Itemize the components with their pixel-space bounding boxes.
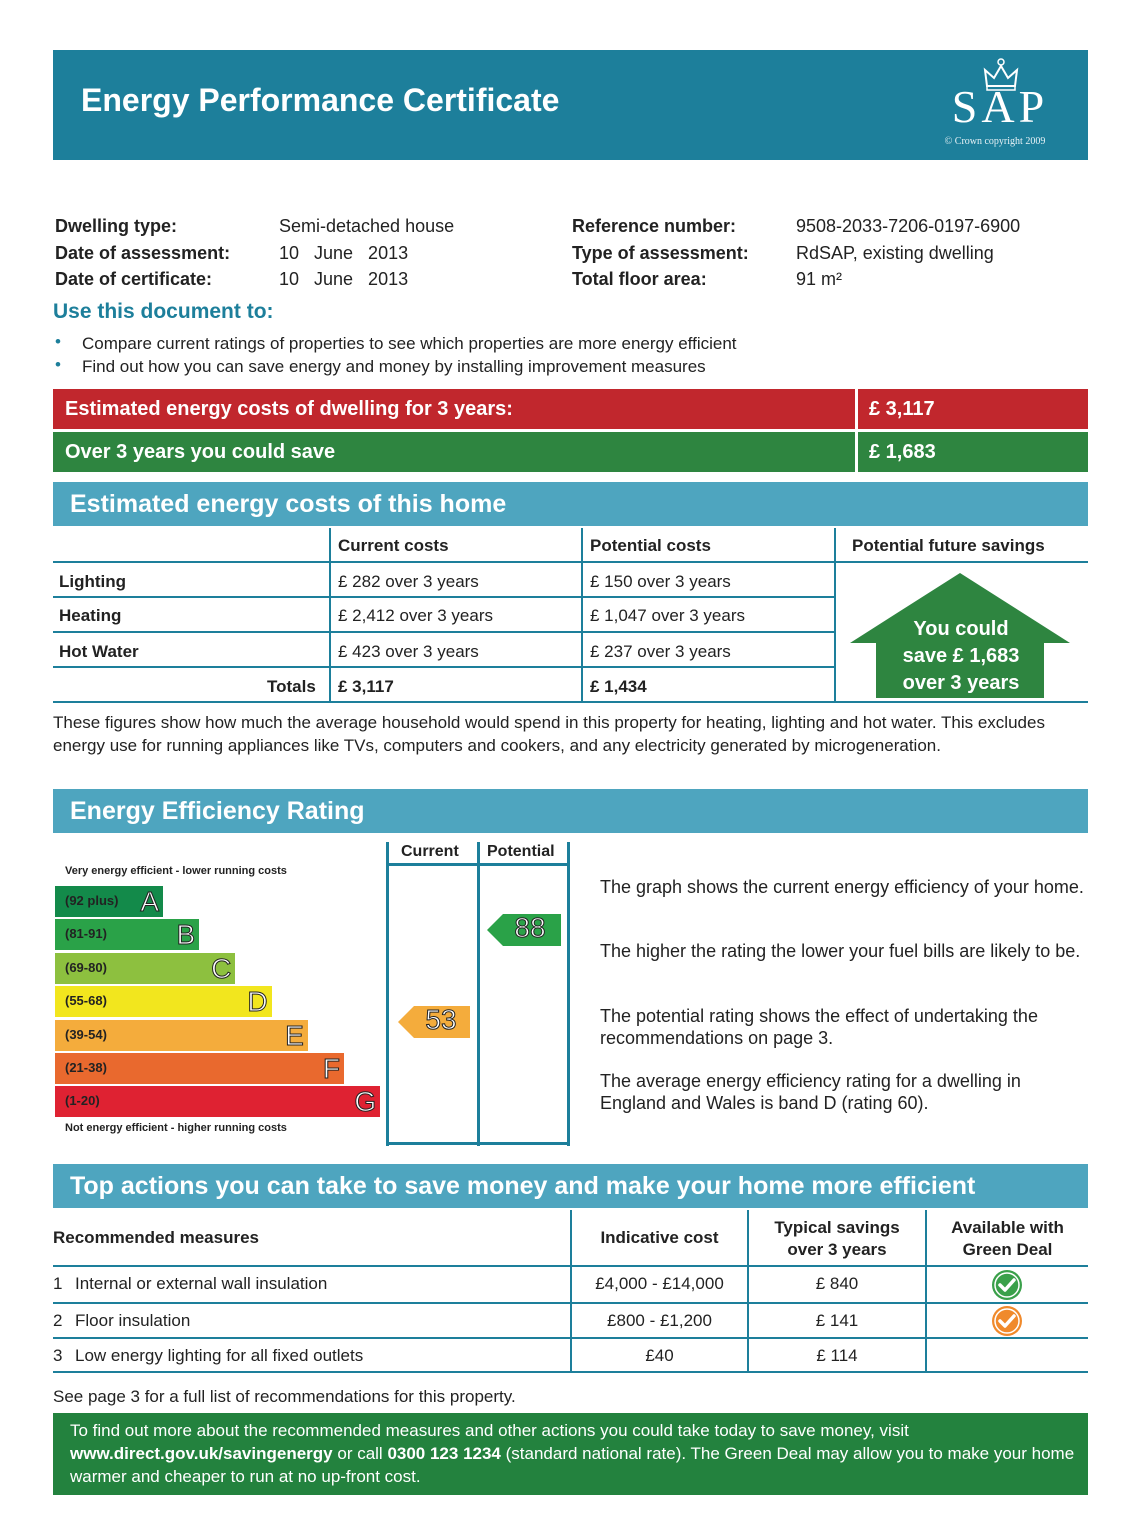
table-rule bbox=[53, 596, 835, 598]
band-range: (81-91) bbox=[65, 926, 107, 942]
current-rating-value: 53 bbox=[425, 1004, 457, 1035]
rating-text-1: The graph shows the current energy efficiency of your home. bbox=[600, 877, 1084, 897]
date-assessment-label: Date of assessment: bbox=[55, 243, 231, 263]
chart-rule bbox=[477, 842, 480, 1146]
band-letter: E bbox=[285, 1019, 304, 1051]
band-range: (92 plus) bbox=[65, 893, 119, 908]
current-costs-header: Current costs bbox=[338, 536, 449, 555]
floor-area-label: Total floor area: bbox=[572, 269, 707, 289]
action-measure-1: Internal or external wall insulation bbox=[75, 1274, 328, 1293]
sap-logo bbox=[925, 56, 1075, 152]
costs-section-header bbox=[53, 482, 1088, 526]
action-cost-3: £40 bbox=[645, 1346, 674, 1365]
divider bbox=[855, 389, 858, 429]
rating-band-f bbox=[55, 1053, 344, 1084]
band-letter: C bbox=[211, 952, 232, 984]
band-letter: B bbox=[176, 919, 196, 951]
savings-header bbox=[749, 1217, 925, 1261]
band-range: (1-20) bbox=[65, 1093, 100, 1109]
rating-section-header bbox=[53, 789, 1088, 833]
potential-rating-value: 88 bbox=[514, 912, 546, 943]
row-label-heating: Heating bbox=[59, 606, 122, 625]
savings-header-line-1: Typical savings bbox=[774, 1218, 900, 1237]
totals-current: £ 3,117 bbox=[338, 677, 394, 696]
action-savings-3: £ 114 bbox=[816, 1346, 858, 1365]
use-document-title: Use this document to: bbox=[53, 300, 274, 323]
savings-message bbox=[876, 616, 1046, 697]
bullet-icon: • bbox=[55, 332, 61, 351]
use-bullet-2: Find out how you can save energy and money by installing improvement measures bbox=[82, 357, 706, 376]
chart-rule bbox=[567, 842, 570, 1146]
footer-banner bbox=[53, 1413, 1088, 1495]
table-rule bbox=[53, 701, 1088, 703]
table-rule bbox=[53, 561, 1088, 563]
sap-logo-text: SAP bbox=[951, 81, 1049, 132]
savings-line-2: save £ 1,683 bbox=[902, 645, 1020, 667]
rating-section-title: Energy Efficiency Rating bbox=[70, 797, 365, 825]
rating-band-c bbox=[55, 953, 235, 984]
heating-current: £ 2,412 over 3 years bbox=[338, 606, 493, 625]
future-savings-header: Potential future savings bbox=[852, 536, 1045, 555]
floor-area-value: 91 m² bbox=[796, 269, 843, 289]
reference-value: 9508-2033-7206-0197-6900 bbox=[796, 216, 1021, 236]
current-column-header: Current bbox=[401, 843, 459, 860]
chart-rule bbox=[386, 1142, 570, 1145]
table-rule bbox=[329, 528, 331, 703]
band-letter: F bbox=[322, 1053, 340, 1084]
savings-header-line-2: over 3 years bbox=[787, 1240, 887, 1259]
band-letter: G bbox=[354, 1086, 377, 1118]
hot-water-current: £ 423 over 3 years bbox=[338, 642, 479, 661]
totals-potential: £ 1,434 bbox=[590, 677, 647, 696]
rating-band-g bbox=[55, 1086, 380, 1117]
rating-band-d bbox=[55, 986, 272, 1017]
band-range: (69-80) bbox=[65, 959, 107, 975]
footer-text bbox=[70, 1419, 1080, 1488]
totals-label: Totals bbox=[267, 677, 316, 696]
table-rule bbox=[53, 631, 835, 633]
green-deal-header-line-1: Available with bbox=[951, 1218, 1064, 1237]
date-certificate-value: 10 June 2013 bbox=[279, 269, 409, 289]
band-letter: A bbox=[140, 886, 159, 917]
lighting-current: £ 282 over 3 years bbox=[338, 572, 479, 591]
see-page-note: See page 3 for a full list of recommendations for this property. bbox=[53, 1387, 516, 1406]
save-label: Over 3 years you could save bbox=[65, 441, 336, 463]
action-savings-2: £ 141 bbox=[815, 1311, 859, 1330]
bullet-icon: • bbox=[55, 355, 61, 374]
band-range: (39-54) bbox=[65, 1026, 107, 1042]
date-assessment-value: 10 June 2013 bbox=[279, 243, 409, 263]
actions-section-header bbox=[53, 1164, 1088, 1208]
action-cost-2: £800 - £1,200 bbox=[607, 1311, 712, 1330]
band-range: (21-38) bbox=[65, 1060, 107, 1075]
savings-line-3: over 3 years bbox=[902, 672, 1020, 694]
green-deal-header bbox=[927, 1217, 1088, 1261]
table-rule bbox=[53, 666, 835, 668]
use-bullet-1: Compare current ratings of properties to see which properties are more energy efficient bbox=[82, 334, 737, 353]
table-rule bbox=[581, 528, 583, 703]
dwelling-type-value: Semi-detached house bbox=[279, 216, 455, 236]
rating-text-4: The average energy efficiency rating for a dwelling in England and Wales is band D (rating 60). bbox=[600, 1071, 1021, 1113]
footer-url-link[interactable]: www.direct.gov.uk/savingenergy bbox=[70, 1444, 333, 1463]
green-deal-check-orange-icon bbox=[991, 1305, 1023, 1337]
estimated-cost-value: £ 3,117 bbox=[869, 398, 935, 420]
rating-band-b bbox=[55, 919, 199, 950]
green-deal-check-icon bbox=[991, 1269, 1023, 1301]
type-assessment-value: RdSAP, existing dwelling bbox=[796, 243, 994, 263]
efficient-note: Very energy efficient - lower running costs bbox=[65, 865, 287, 877]
hot-water-potential: £ 237 over 3 years bbox=[590, 642, 731, 661]
row-label-hot-water: Hot Water bbox=[59, 642, 139, 661]
page-title: Energy Performance Certificate bbox=[81, 82, 560, 118]
date-certificate-label: Date of certificate: bbox=[55, 269, 213, 289]
footer-text-mid: or call bbox=[332, 1444, 388, 1463]
action-number-1: 1 bbox=[53, 1274, 63, 1293]
chart-rule bbox=[386, 863, 570, 866]
reference-label: Reference number: bbox=[572, 216, 737, 236]
savings-line-1: You could bbox=[913, 618, 1009, 640]
band-range: (55-68) bbox=[65, 993, 107, 1009]
table-rule bbox=[834, 528, 836, 703]
action-measure-2: Floor insulation bbox=[75, 1311, 191, 1330]
action-cost-1: £4,000 - £14,000 bbox=[595, 1274, 724, 1293]
estimated-cost-label: Estimated energy costs of dwelling for 3 years: bbox=[65, 398, 513, 420]
lighting-potential: £ 150 over 3 years bbox=[590, 572, 731, 591]
measures-header: Recommended measures bbox=[53, 1228, 259, 1247]
save-bar bbox=[53, 432, 1088, 472]
rating-band-e bbox=[55, 1020, 308, 1051]
rating-text-3: The potential rating shows the effect of undertaking the recommendations on page 3. bbox=[600, 1006, 1038, 1048]
costs-section-title: Estimated energy costs of this home bbox=[70, 490, 507, 518]
actions-section-title: Top actions you can take to save money and make your home more efficient bbox=[70, 1172, 976, 1200]
divider bbox=[855, 432, 858, 472]
copyright: © Crown copyright 2009 bbox=[944, 136, 1046, 147]
header-banner bbox=[53, 50, 1088, 160]
dwelling-type-label: Dwelling type: bbox=[55, 216, 178, 236]
rating-band-a bbox=[55, 886, 163, 917]
cost-header: Indicative cost bbox=[600, 1228, 719, 1247]
action-number-2: 2 bbox=[53, 1311, 63, 1330]
action-savings-1: £ 840 bbox=[815, 1274, 859, 1293]
potential-costs-header: Potential costs bbox=[590, 536, 711, 555]
footer-text-pre: To find out more about the recommended measures and other actions you could take today to save money, visit bbox=[70, 1421, 909, 1440]
action-measure-3: Low energy lighting for all fixed outlets bbox=[75, 1346, 364, 1365]
action-number-3: 3 bbox=[53, 1346, 63, 1365]
chart-rule bbox=[386, 842, 389, 1146]
estimated-cost-bar bbox=[53, 389, 1088, 429]
footer-text-post: (standard national rate). The Green Deal may allow you to make your home warmer and cheaper to run at no up-front cost. bbox=[70, 1444, 1075, 1486]
costs-note: These figures show how much the average household would spend in this property for heating, lighting and hot water. This excludes energy use for running appliances like TVs, computers and cookers, and any electricity generated by microgeneration. bbox=[53, 713, 1045, 755]
save-value: £ 1,683 bbox=[869, 441, 936, 463]
type-assessment-label: Type of assessment: bbox=[572, 243, 749, 263]
potential-column-header: Potential bbox=[487, 843, 555, 860]
footer-phone: 0300 123 1234 bbox=[387, 1444, 501, 1463]
green-deal-header-line-2: Green Deal bbox=[962, 1240, 1053, 1259]
band-letter: D bbox=[247, 986, 268, 1018]
inefficient-note: Not energy efficient - higher running costs bbox=[65, 1122, 287, 1134]
heating-potential: £ 1,047 over 3 years bbox=[590, 606, 745, 625]
rating-text-2: The higher the rating the lower your fuel bills are likely to be. bbox=[600, 941, 1081, 961]
row-label-lighting: Lighting bbox=[59, 572, 127, 591]
